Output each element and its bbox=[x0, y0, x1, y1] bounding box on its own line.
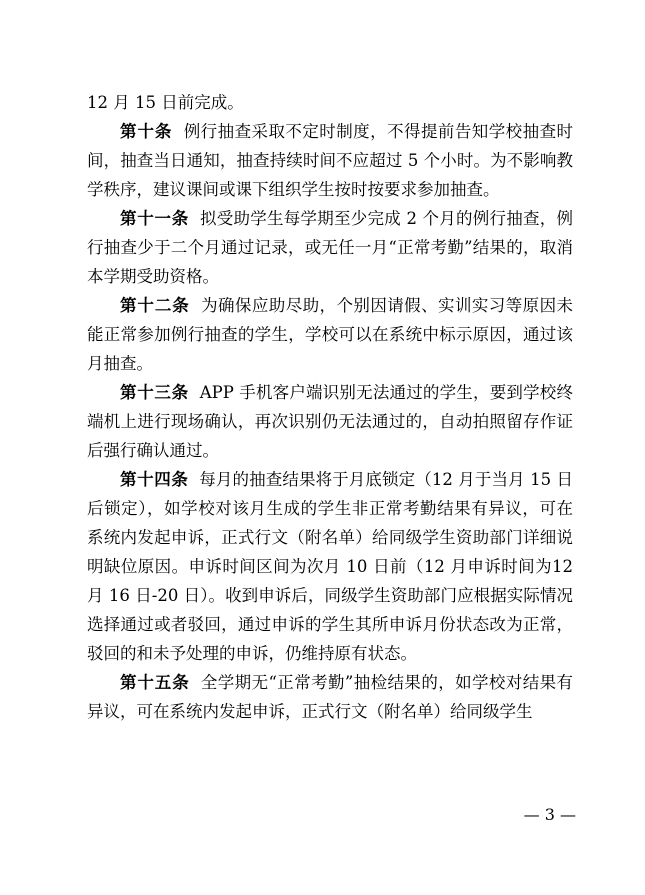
article-14 bbox=[87, 465, 573, 668]
article-text: 全学期无“正常考勤”抽检结果的，如学校对结果有异议，可在系统内发起申诉，正式行文（附名单）给同级学生 bbox=[87, 673, 574, 721]
article-15 bbox=[87, 668, 573, 726]
article-number: 第十四条 bbox=[120, 470, 189, 489]
article-number: 第十三条 bbox=[120, 383, 189, 402]
article-text: 例行抽查采取不定时制度，不得提前告知学校抽查时间，抽查当日通知，抽查持续时间不应超过 5 个小时。为不影响教学秩序，建议课间或课下组织学生按时按要求参加抽查。 bbox=[87, 122, 574, 199]
article-12 bbox=[87, 291, 573, 378]
article-number: 第十二条 bbox=[120, 296, 190, 315]
article-number: 第十条 bbox=[120, 122, 173, 141]
article-number: 第十一条 bbox=[120, 209, 189, 228]
article-text: 为确保应助尽助，个别因请假、实训实习等原因未能正常参加例行抽查的学生，学校可以在系统中标示原因，通过该月抽查。 bbox=[87, 296, 574, 373]
article-text: APP 手机客户端识别无法通过的学生，要到学校终端机上进行现场确认，再次识别仍无法通过的，自动拍照留存作证后强行确认通过。 bbox=[87, 383, 573, 460]
document-body bbox=[87, 88, 573, 726]
article-text: 每月的抽查结果将于月底锁定（12 月于当月 15 日后锁定），如学校对该月生成的学生非正常考勤结果有异议，可在系统内发起申诉，正式行文（附名单）给同级学生资助部门详细说明缺位原因。申诉时间区间为次月 10 日前（12 月申诉时间为12 月 16 日-20 日）。收到申诉后，同级学生资助部门应根据实际情况选择通过或者驳回，通过申诉的学生其所申诉月份状态改为正常，驳回的和未予处理的申诉，仍维持原有状态。 bbox=[87, 470, 573, 663]
page-number: — 3 — bbox=[523, 805, 576, 824]
article-number: 第十五条 bbox=[120, 673, 190, 692]
continuation-paragraph: 12 月 15 日前完成。 bbox=[87, 93, 244, 112]
article-10 bbox=[87, 117, 573, 204]
article-13 bbox=[87, 378, 573, 465]
article-text: 拟受助学生每学期至少完成 2 个月的例行抽查，例行抽查少于二个月通过记录，或无任一月“正常考勤”结果的，取消本学期受助资格。 bbox=[87, 209, 573, 286]
article-11 bbox=[87, 204, 573, 291]
